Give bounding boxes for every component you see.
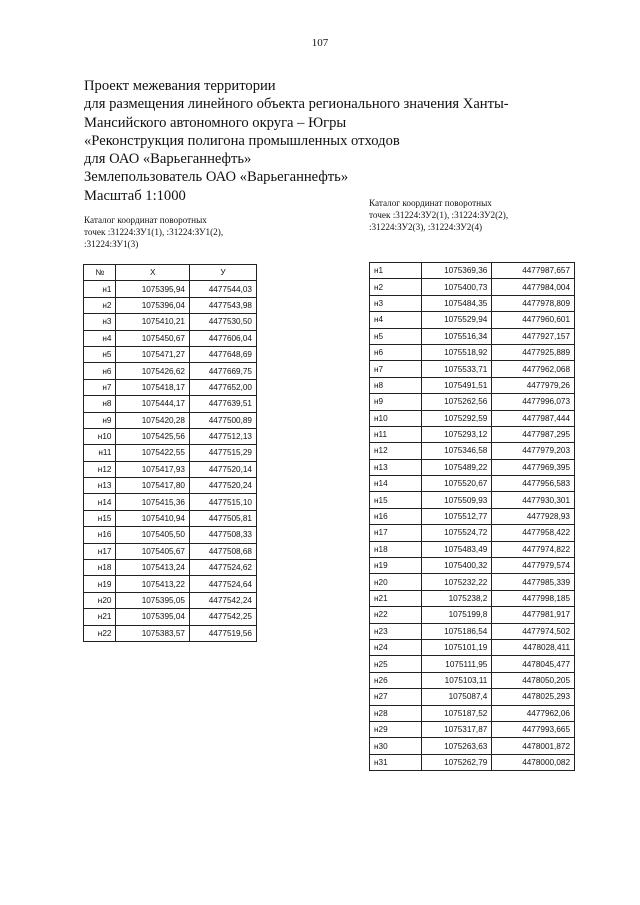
y-coordinate-cell: 4477925,889 — [492, 344, 575, 360]
column-header-x: X — [116, 265, 190, 281]
x-coordinate-cell: 1075395,04 — [116, 609, 190, 625]
y-coordinate-cell: 4478050,205 — [492, 672, 575, 688]
point-number-cell: н8 — [370, 377, 422, 393]
point-number-cell: н20 — [84, 592, 116, 608]
point-number-cell: н2 — [84, 297, 116, 313]
point-number-cell: н11 — [84, 445, 116, 461]
x-coordinate-cell: 1075491,51 — [421, 377, 492, 393]
y-coordinate-cell: 4477520,24 — [189, 478, 256, 494]
point-number-cell: н8 — [84, 396, 116, 412]
point-number-cell: н18 — [84, 560, 116, 576]
x-coordinate-cell: 1075410,94 — [116, 510, 190, 526]
point-number-cell: н20 — [370, 574, 422, 590]
caption-line: :31224:ЗУ1(3) — [84, 239, 139, 249]
x-coordinate-cell: 1075317,87 — [421, 721, 492, 737]
table-row — [84, 363, 257, 379]
x-coordinate-cell: 1075512,77 — [421, 508, 492, 524]
table-row — [370, 410, 575, 426]
x-coordinate-cell: 1075483,49 — [421, 541, 492, 557]
caption-line: Каталог координат поворотных — [369, 198, 492, 208]
x-coordinate-cell: 1075263,63 — [421, 738, 492, 754]
y-coordinate-cell: 4477543,98 — [189, 297, 256, 313]
x-coordinate-cell: 1075420,28 — [116, 412, 190, 428]
table-row — [84, 281, 257, 297]
x-coordinate-cell: 1075199,8 — [421, 607, 492, 623]
table-row — [370, 263, 575, 279]
y-coordinate-cell: 4477981,917 — [492, 607, 575, 623]
table-row — [370, 721, 575, 737]
title-line: для ОАО «Варьеганнефть» — [84, 151, 252, 168]
y-coordinate-cell: 4477648,69 — [189, 346, 256, 362]
point-number-cell: н4 — [84, 330, 116, 346]
x-coordinate-cell: 1075232,22 — [421, 574, 492, 590]
table-row — [370, 607, 575, 623]
point-number-cell: н28 — [370, 705, 422, 721]
table-row — [370, 279, 575, 295]
y-coordinate-cell: 4477987,444 — [492, 410, 575, 426]
x-coordinate-cell: 1075186,54 — [421, 623, 492, 639]
point-number-cell: н12 — [84, 461, 116, 477]
table-row — [370, 394, 575, 410]
y-coordinate-cell: 4477542,24 — [189, 592, 256, 608]
title-line: Мансийского автономного округа – Югры — [84, 114, 347, 131]
y-coordinate-cell: 4477639,51 — [189, 396, 256, 412]
y-coordinate-cell: 4477530,50 — [189, 314, 256, 330]
x-coordinate-cell: 1075417,80 — [116, 478, 190, 494]
x-coordinate-cell: 1075417,93 — [116, 461, 190, 477]
x-coordinate-cell: 1075422,55 — [116, 445, 190, 461]
x-coordinate-cell: 1075520,67 — [421, 476, 492, 492]
x-coordinate-cell: 1075400,73 — [421, 279, 492, 295]
y-coordinate-cell: 4477987,657 — [492, 263, 575, 279]
point-number-cell: н7 — [84, 379, 116, 395]
point-number-cell: н15 — [84, 510, 116, 526]
title-line: Землепользователь ОАО «Варьеганнефть» — [84, 169, 349, 186]
y-coordinate-cell: 4477520,14 — [189, 461, 256, 477]
point-number-cell: н7 — [370, 361, 422, 377]
point-number-cell: н13 — [370, 459, 422, 475]
right-table-caption — [369, 197, 569, 233]
point-number-cell: н1 — [370, 263, 422, 279]
y-coordinate-cell: 4478001,872 — [492, 738, 575, 754]
table-row — [84, 314, 257, 330]
x-coordinate-cell: 1075292,59 — [421, 410, 492, 426]
point-number-cell: н10 — [370, 410, 422, 426]
y-coordinate-cell: 4477508,68 — [189, 543, 256, 559]
table-row — [370, 541, 575, 557]
x-coordinate-cell: 1075369,36 — [421, 263, 492, 279]
point-number-cell: н9 — [370, 394, 422, 410]
x-coordinate-cell: 1075533,71 — [421, 361, 492, 377]
x-coordinate-cell: 1075187,52 — [421, 705, 492, 721]
table-row — [370, 328, 575, 344]
point-number-cell: н22 — [370, 607, 422, 623]
table-row — [370, 689, 575, 705]
document-title — [84, 77, 564, 205]
table-row — [84, 412, 257, 428]
x-coordinate-cell: 1075413,22 — [116, 576, 190, 592]
point-number-cell: н19 — [84, 576, 116, 592]
y-coordinate-cell: 4477652,00 — [189, 379, 256, 395]
x-coordinate-cell: 1075484,35 — [421, 295, 492, 311]
point-number-cell: н3 — [84, 314, 116, 330]
y-coordinate-cell: 4477974,502 — [492, 623, 575, 639]
point-number-cell: н25 — [370, 656, 422, 672]
point-number-cell: н1 — [84, 281, 116, 297]
y-coordinate-cell: 4477956,583 — [492, 476, 575, 492]
x-coordinate-cell: 1075405,50 — [116, 527, 190, 543]
x-coordinate-cell: 1075383,57 — [116, 625, 190, 641]
column-header-number: № — [84, 265, 116, 281]
table-row — [84, 445, 257, 461]
point-number-cell: н9 — [84, 412, 116, 428]
x-coordinate-cell: 1075518,92 — [421, 344, 492, 360]
point-number-cell: н5 — [370, 328, 422, 344]
point-number-cell: н19 — [370, 558, 422, 574]
table-row — [370, 705, 575, 721]
x-coordinate-cell: 1075405,67 — [116, 543, 190, 559]
table-header-row — [84, 265, 257, 281]
x-coordinate-cell: 1075413,24 — [116, 560, 190, 576]
title-line: для размещения линейного объекта регионального значения Ханты- — [84, 96, 509, 113]
y-coordinate-cell: 4477979,26 — [492, 377, 575, 393]
y-coordinate-cell: 4477960,601 — [492, 312, 575, 328]
table-row — [370, 295, 575, 311]
table-row — [370, 312, 575, 328]
table-row — [370, 672, 575, 688]
y-coordinate-cell: 4477669,75 — [189, 363, 256, 379]
table-row — [370, 443, 575, 459]
x-coordinate-cell: 1075410,21 — [116, 314, 190, 330]
x-coordinate-cell: 1075395,05 — [116, 592, 190, 608]
point-number-cell: н3 — [370, 295, 422, 311]
point-number-cell: н5 — [84, 346, 116, 362]
x-coordinate-cell: 1075471,27 — [116, 346, 190, 362]
table-row — [370, 639, 575, 655]
table-row — [370, 738, 575, 754]
coordinates-table-zu2 — [369, 262, 575, 771]
column-header-y: У — [189, 265, 256, 281]
title-line: «Реконструкция полигона промышленных отходов — [84, 132, 400, 149]
x-coordinate-cell: 1075293,12 — [421, 426, 492, 442]
x-coordinate-cell: 1075418,17 — [116, 379, 190, 395]
caption-line: Каталог координат поворотных — [84, 215, 207, 225]
point-number-cell: н16 — [84, 527, 116, 543]
table-row — [370, 492, 575, 508]
y-coordinate-cell: 4477978,809 — [492, 295, 575, 311]
left-table-caption — [84, 214, 284, 250]
caption-line: точек :31224:ЗУ2(1), :31224:ЗУ2(2), — [369, 210, 509, 220]
point-number-cell: н2 — [370, 279, 422, 295]
y-coordinate-cell: 4477515,10 — [189, 494, 256, 510]
x-coordinate-cell: 1075415,36 — [116, 494, 190, 510]
point-number-cell: н24 — [370, 639, 422, 655]
y-coordinate-cell: 4478000,082 — [492, 754, 575, 770]
y-coordinate-cell: 4477512,13 — [189, 428, 256, 444]
table-row — [84, 510, 257, 526]
table-row — [84, 330, 257, 346]
table-row — [370, 426, 575, 442]
y-coordinate-cell: 4477984,004 — [492, 279, 575, 295]
point-number-cell: н6 — [370, 344, 422, 360]
y-coordinate-cell: 4478045,477 — [492, 656, 575, 672]
point-number-cell: н22 — [84, 625, 116, 641]
point-number-cell: н29 — [370, 721, 422, 737]
table-row — [84, 346, 257, 362]
y-coordinate-cell: 4477519,56 — [189, 625, 256, 641]
point-number-cell: н23 — [370, 623, 422, 639]
table-row — [370, 344, 575, 360]
y-coordinate-cell: 4477606,04 — [189, 330, 256, 346]
point-number-cell: н21 — [370, 590, 422, 606]
y-coordinate-cell: 4477515,29 — [189, 445, 256, 461]
x-coordinate-cell: 1075426,62 — [116, 363, 190, 379]
x-coordinate-cell: 1075262,79 — [421, 754, 492, 770]
x-coordinate-cell: 1075444,17 — [116, 396, 190, 412]
table-row — [370, 525, 575, 541]
point-number-cell: н6 — [84, 363, 116, 379]
x-coordinate-cell: 1075103,11 — [421, 672, 492, 688]
y-coordinate-cell: 4477544,03 — [189, 281, 256, 297]
table-row — [370, 656, 575, 672]
table-row — [84, 592, 257, 608]
table-row — [84, 379, 257, 395]
point-number-cell: н11 — [370, 426, 422, 442]
x-coordinate-cell: 1075101,19 — [421, 639, 492, 655]
y-coordinate-cell: 4477969,395 — [492, 459, 575, 475]
y-coordinate-cell: 4478025,293 — [492, 689, 575, 705]
y-coordinate-cell: 4477993,665 — [492, 721, 575, 737]
y-coordinate-cell: 4477508,33 — [189, 527, 256, 543]
y-coordinate-cell: 4477524,64 — [189, 576, 256, 592]
x-coordinate-cell: 1075524,72 — [421, 525, 492, 541]
title-line: Проект межевания территории — [84, 78, 276, 94]
y-coordinate-cell: 4477927,157 — [492, 328, 575, 344]
coordinates-table-zu1 — [83, 264, 257, 642]
table-row — [370, 361, 575, 377]
x-coordinate-cell: 1075395,94 — [116, 281, 190, 297]
table-row — [84, 560, 257, 576]
point-number-cell: н26 — [370, 672, 422, 688]
scale-line: Масштаб 1:1000 — [84, 187, 186, 204]
table-row — [84, 297, 257, 313]
point-number-cell: н27 — [370, 689, 422, 705]
x-coordinate-cell: 1075111,95 — [421, 656, 492, 672]
x-coordinate-cell: 1075087,4 — [421, 689, 492, 705]
y-coordinate-cell: 4477958,422 — [492, 525, 575, 541]
x-coordinate-cell: 1075238,2 — [421, 590, 492, 606]
point-number-cell: н16 — [370, 508, 422, 524]
point-number-cell: н4 — [370, 312, 422, 328]
caption-line: :31224:ЗУ2(3), :31224:ЗУ2(4) — [369, 222, 483, 232]
x-coordinate-cell: 1075509,93 — [421, 492, 492, 508]
x-coordinate-cell: 1075262,56 — [421, 394, 492, 410]
table-row — [370, 377, 575, 393]
x-coordinate-cell: 1075489,22 — [421, 459, 492, 475]
y-coordinate-cell: 4477930,301 — [492, 492, 575, 508]
y-coordinate-cell: 4477542,25 — [189, 609, 256, 625]
point-number-cell: н21 — [84, 609, 116, 625]
table-row — [84, 625, 257, 641]
page-number: 107 — [311, 37, 329, 49]
y-coordinate-cell: 4477987,295 — [492, 426, 575, 442]
table-row — [370, 558, 575, 574]
table-row — [84, 543, 257, 559]
x-coordinate-cell: 1075400,32 — [421, 558, 492, 574]
y-coordinate-cell: 4477500,89 — [189, 412, 256, 428]
y-coordinate-cell: 4477505,81 — [189, 510, 256, 526]
x-coordinate-cell: 1075450,67 — [116, 330, 190, 346]
table-row — [370, 459, 575, 475]
y-coordinate-cell: 4477962,068 — [492, 361, 575, 377]
y-coordinate-cell: 4477974,822 — [492, 541, 575, 557]
point-number-cell: н10 — [84, 428, 116, 444]
x-coordinate-cell: 1075425,56 — [116, 428, 190, 444]
point-number-cell: н17 — [84, 543, 116, 559]
x-coordinate-cell: 1075529,94 — [421, 312, 492, 328]
table-row — [84, 494, 257, 510]
point-number-cell: н30 — [370, 738, 422, 754]
table-row — [84, 428, 257, 444]
x-coordinate-cell: 1075346,58 — [421, 443, 492, 459]
caption-line: точек :31224:ЗУ1(1), :31224:ЗУ1(2), — [84, 227, 224, 237]
y-coordinate-cell: 4477962,06 — [492, 705, 575, 721]
y-coordinate-cell: 4477524,62 — [189, 560, 256, 576]
table-row — [370, 508, 575, 524]
x-coordinate-cell: 1075396,04 — [116, 297, 190, 313]
table-row — [84, 396, 257, 412]
table-row — [84, 609, 257, 625]
table-row — [84, 576, 257, 592]
y-coordinate-cell: 4477979,203 — [492, 443, 575, 459]
table-row — [370, 590, 575, 606]
y-coordinate-cell: 4477979,574 — [492, 558, 575, 574]
point-number-cell: н18 — [370, 541, 422, 557]
point-number-cell: н31 — [370, 754, 422, 770]
point-number-cell: н13 — [84, 478, 116, 494]
y-coordinate-cell: 4477996,073 — [492, 394, 575, 410]
table-row — [370, 623, 575, 639]
point-number-cell: н14 — [370, 476, 422, 492]
x-coordinate-cell: 1075516,34 — [421, 328, 492, 344]
table-row — [370, 476, 575, 492]
table-row — [370, 754, 575, 770]
point-number-cell: н15 — [370, 492, 422, 508]
y-coordinate-cell: 4478028,411 — [492, 639, 575, 655]
y-coordinate-cell: 4477985,339 — [492, 574, 575, 590]
table-row — [84, 478, 257, 494]
table-row — [84, 527, 257, 543]
table-row — [370, 574, 575, 590]
point-number-cell: н17 — [370, 525, 422, 541]
table-row — [84, 461, 257, 477]
point-number-cell: н12 — [370, 443, 422, 459]
y-coordinate-cell: 4477998,185 — [492, 590, 575, 606]
y-coordinate-cell: 4477928,93 — [492, 508, 575, 524]
point-number-cell: н14 — [84, 494, 116, 510]
